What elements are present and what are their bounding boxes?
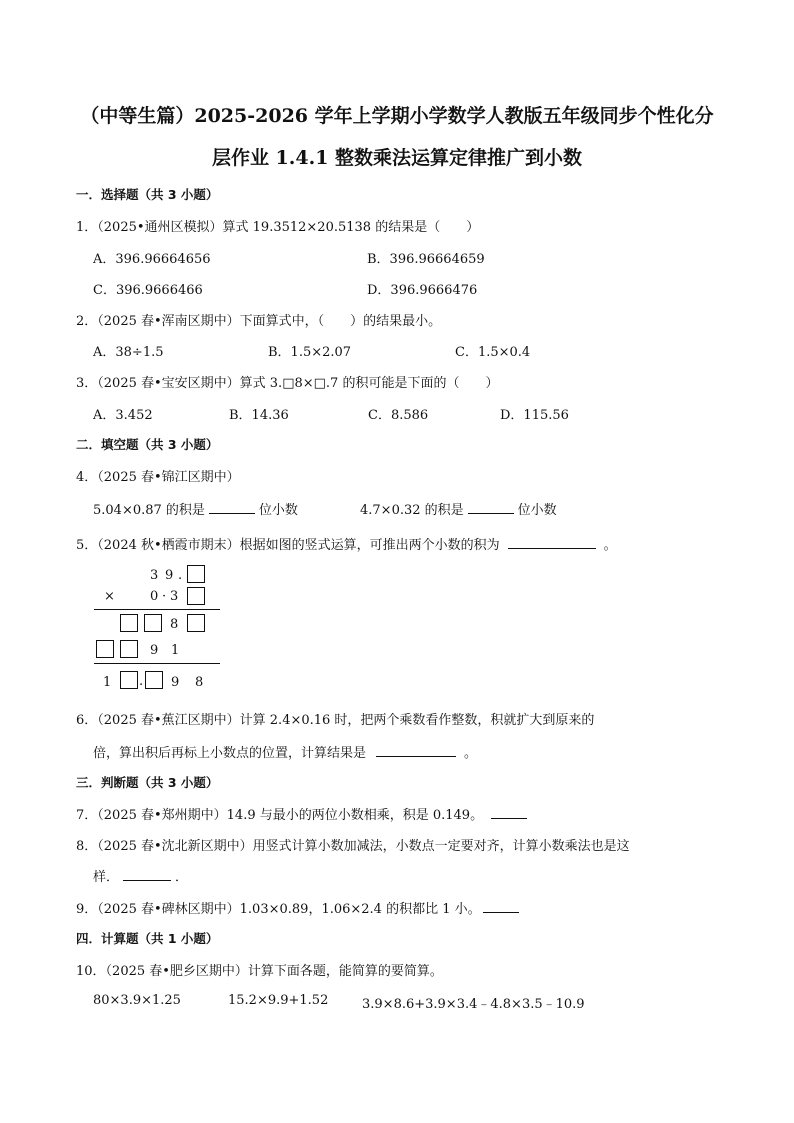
question-1-stem: 1．（2025•通州区模拟）算式 19.3512×20.5138 的结果是（ ） <box>76 220 480 235</box>
fig-blank-box[interactable] <box>120 671 138 689</box>
question-6-line-1: 6．（2025 春•蕉江区期中）计算 2.4×0.16 时，把两个乘数看作整数，积就扩大到原来的 <box>76 713 595 728</box>
section-choice-heading: 一．选择题（共 3 小题） <box>76 187 219 202</box>
fig-digit: 9 <box>165 568 174 583</box>
question-7-blank[interactable] <box>491 806 527 819</box>
question-9 <box>76 898 523 917</box>
question-2-option-c[interactable]: C．1.5×0.4 <box>455 345 531 360</box>
section-fill-heading: 二．填空题（共 3 小题） <box>76 437 219 452</box>
question-5-text: 5．（2024 秋•栖霞市期末）根据如图的竖式运算，可推出两个小数的积为 <box>76 538 500 553</box>
question-6-blank[interactable] <box>376 744 456 757</box>
question-4-part-2-text: 4.7×0.32 的积是 <box>360 503 464 518</box>
question-3-option-b[interactable]: B．14.36 <box>229 408 289 423</box>
question-4-part-1 <box>93 499 298 518</box>
question-4-blank-1[interactable] <box>209 501 255 514</box>
fig-digit: 9 <box>171 675 180 690</box>
fig-blank-box[interactable] <box>145 671 163 689</box>
fig-digit: 0 <box>150 589 159 604</box>
question-3-option-a[interactable]: A．3.452 <box>93 408 153 423</box>
fig-decimal-point: . <box>178 568 183 583</box>
question-9-blank[interactable] <box>483 900 519 913</box>
fig-blank-box[interactable] <box>120 640 138 658</box>
section-calc-heading: 四．计算题（共 1 小题） <box>76 931 219 946</box>
fig-decimal-point: . <box>139 674 144 689</box>
question-7-text: 7．（2025 春•郑州期中）14.9 与最小的两位小数相乘，积是 0.149。 <box>76 808 484 823</box>
question-2-option-b[interactable]: B．1.5×2.07 <box>268 345 352 360</box>
question-8-blank[interactable] <box>123 868 171 881</box>
question-10-expression-3: 3.9×8.6+3.9×3.4﹣4.8×3.5﹣10.9 <box>362 997 585 1012</box>
question-8-end: ． <box>175 870 189 885</box>
title-line-1: （中等生篇）2025-2026 学年上学期小学数学人教版五年级同步个性化分 <box>80 105 714 127</box>
fig-digit: 8 <box>170 617 179 632</box>
fig-digit: 1 <box>171 643 180 658</box>
question-10-expression-1: 80×3.9×1.25 <box>93 993 181 1008</box>
question-3-option-c[interactable]: C．8.586 <box>368 408 429 423</box>
question-8-text: 样． <box>93 870 120 885</box>
question-4-part-1-unit: 位小数 <box>258 503 298 518</box>
fig-blank-box[interactable] <box>187 565 205 583</box>
question-1-option-c[interactable]: C．396.9666466 <box>93 283 203 298</box>
question-3-option-d[interactable]: D．115.56 <box>500 408 569 423</box>
question-5-end: 。 <box>603 538 617 553</box>
fig-blank-box[interactable] <box>187 614 205 632</box>
question-9-text: 9．（2025 春•碑林区期中）1.03×0.89，1.06×2.4 的积都比 1 小。 <box>76 902 481 917</box>
fig-rule-2 <box>94 663 220 664</box>
question-4-part-2 <box>360 499 557 518</box>
question-4-part-1-text: 5.04×0.87 的积是 <box>93 503 205 518</box>
question-6-end: 。 <box>464 746 478 761</box>
fig-times-sign: × <box>104 589 115 604</box>
fig-digit: 3 <box>150 568 159 583</box>
fig-blank-box[interactable] <box>120 614 138 632</box>
question-4-blank-2[interactable] <box>468 501 514 514</box>
question-2-stem: 2．（2025 春•浑南区期中）下面算式中，（ ）的结果最小。 <box>76 314 442 329</box>
question-3-stem: 3．（2025 春•宝安区期中）算式 3.□8×□.7 的积可能是下面的（ ） <box>76 376 499 391</box>
fig-digit: 3 <box>170 589 179 604</box>
question-2-option-a[interactable]: A．38÷1.5 <box>93 345 164 360</box>
question-8-line-1: 8．（2025 春•沈北新区期中）用竖式计算小数加减法，小数点一定要对齐，计算小数乘法也是这 <box>76 839 630 854</box>
title-line-2: 层作业 1.4.1 整数乘法运算定律推广到小数 <box>211 147 583 169</box>
question-1-option-a[interactable]: A．396.96664656 <box>93 252 211 267</box>
question-1-option-d[interactable]: D．396.9666476 <box>367 283 478 298</box>
question-5-blank[interactable] <box>508 536 596 549</box>
question-4-part-2-unit: 位小数 <box>517 503 557 518</box>
question-6-text: 倍，算出积后再标上小数点的位置，计算结果是 <box>93 746 367 761</box>
question-1-option-b[interactable]: B．396.96664659 <box>367 252 485 267</box>
fig-digit: 8 <box>195 675 204 690</box>
question-10-expression-2: 15.2×9.9+1.52 <box>228 993 329 1008</box>
question-7 <box>76 804 531 823</box>
fig-blank-box[interactable] <box>144 614 162 632</box>
fig-blank-box[interactable] <box>96 640 114 658</box>
question-8-line-2 <box>93 866 188 885</box>
fig-digit: 9 <box>150 643 159 658</box>
fig-blank-box[interactable] <box>187 587 205 605</box>
fig-rule-1 <box>94 609 220 610</box>
question-5-stem <box>76 534 617 553</box>
section-judge-heading: 三．判断题（共 3 小题） <box>76 775 219 790</box>
question-10-stem: 10．（2025 春•肥乡区期中）计算下面各题，能简算的要简算。 <box>76 964 443 979</box>
question-6-line-2 <box>93 742 477 761</box>
question-4-stem: 4．（2025 春•锦江区期中） <box>76 470 240 485</box>
fig-digit: 1 <box>103 675 112 690</box>
fig-decimal-point: · <box>162 589 167 604</box>
